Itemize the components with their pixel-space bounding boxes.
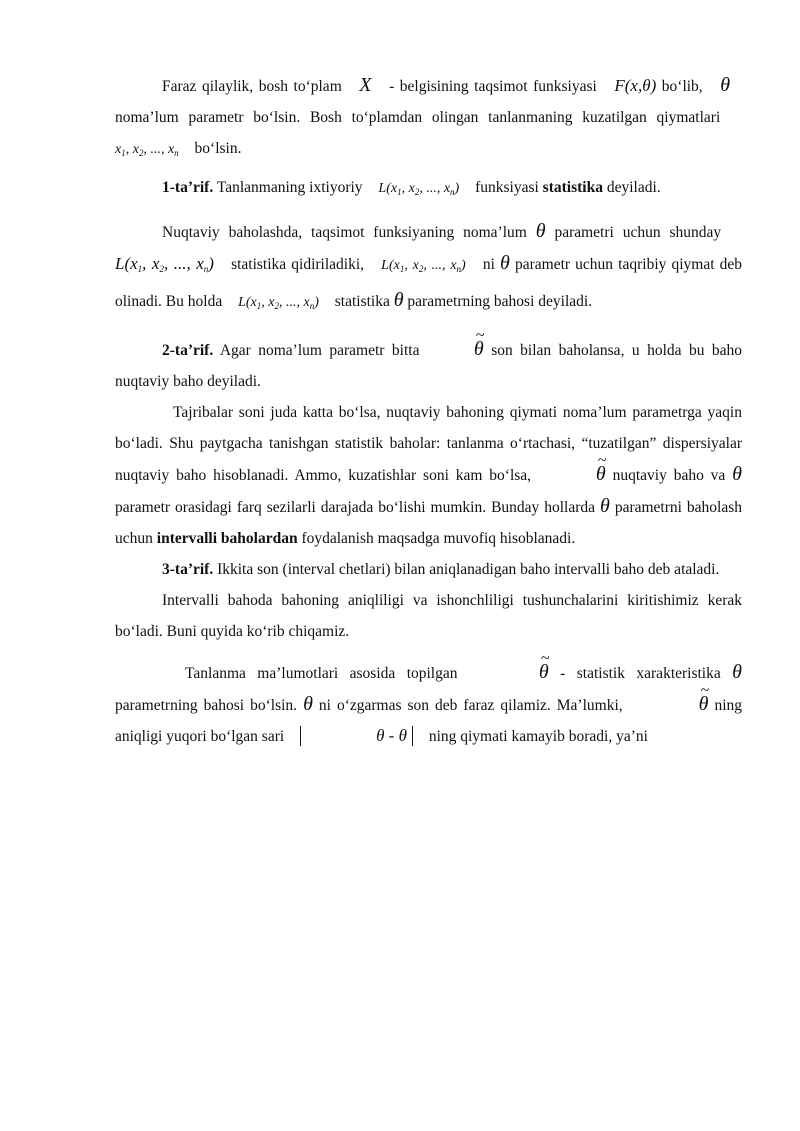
paragraph-7 bbox=[115, 585, 742, 647]
math-abs-difference: θ - θ bbox=[300, 726, 413, 746]
text: ni o‘zgarmas son deb faraz qilamiz. Ma’lumki, bbox=[318, 697, 623, 714]
text: bo‘lsin. bbox=[194, 140, 242, 157]
math-L-statistic: $L(x_1$, $x_2$, ..., $x_n$) bbox=[238, 295, 319, 311]
text: statistika qidiriladiki, bbox=[231, 256, 365, 273]
math-X: X bbox=[359, 74, 372, 96]
term-statistika: statistika bbox=[542, 179, 603, 196]
text: parametr orasidagi farq sezilarli darajada bo‘lishi mumkin. Bunday hollarda bbox=[115, 499, 596, 516]
math-theta-tilde: ~ θ bbox=[469, 657, 549, 688]
text: parametrning bahosi bo‘lsin. bbox=[115, 697, 298, 714]
definition-1-heading: 1-ta’rif. bbox=[162, 179, 214, 196]
math-F-x-theta: F(x,θ) bbox=[614, 76, 657, 95]
text: Faraz qilaylik, bosh to‘plam bbox=[162, 78, 342, 95]
math-theta-tilde: ~ θ bbox=[629, 689, 709, 720]
paragraph-1 bbox=[115, 70, 742, 169]
math-L-statistic: $L(x_1$, $x_2$, ..., $x_n$) bbox=[378, 181, 460, 197]
math-L-statistic: $L(x_1$, $x_2$, ..., $x_n$) bbox=[115, 254, 214, 274]
text: ni bbox=[482, 256, 495, 273]
text: nuqtaviy baho va bbox=[612, 467, 726, 484]
text: statistika bbox=[334, 293, 390, 310]
text: Tanlanmaning ixtiyoriy bbox=[216, 179, 363, 196]
text: son bilan baholansa, u holda bu baho nuqtaviy baho deyiladi. bbox=[115, 342, 743, 390]
paragraph-3 bbox=[115, 216, 742, 322]
paragraph-5 bbox=[115, 397, 742, 554]
text: bo‘lib, bbox=[661, 78, 703, 95]
text: Tajribalar soni juda katta bo‘lsa, nuqtaviy bahoning qiymati noma’lum parametrga yaqin bo‘ladi. Shu paytgacha tanishgan statistik baholar: tanlanma o‘rtachasi, “tuzatilgan” dispersiyalar nuqtaviy baho hisoblanadi. Ammo, kuzatishlar soni kam bo‘lsa, bbox=[115, 404, 742, 484]
text: - statistik xarakteristika bbox=[560, 665, 721, 682]
math-sample-values: $x_1$, $x_2$, ..., $x_n$ bbox=[115, 142, 179, 158]
math-theta: θ bbox=[500, 252, 510, 274]
math-theta: θ bbox=[535, 220, 546, 242]
math-theta: θ bbox=[303, 693, 313, 715]
text: - belgisining taqsimot funksiyasi bbox=[389, 78, 597, 95]
text: Agar noma’lum parametr bitta bbox=[219, 342, 420, 359]
text: parametrning bahosi deyiladi. bbox=[407, 293, 593, 310]
definition-3-heading: 3-ta’rif. bbox=[162, 561, 214, 578]
math-theta: θ bbox=[720, 74, 731, 96]
math-theta-tilde: ~ θ bbox=[538, 459, 606, 490]
math-theta: θ bbox=[732, 661, 742, 683]
math-theta-tilde: ~ θ bbox=[427, 334, 484, 365]
paragraph-6 bbox=[115, 554, 742, 585]
paragraph-2 bbox=[115, 172, 742, 208]
text: ning aniqligi yuqori bo‘lgan sari bbox=[115, 697, 743, 745]
paragraph-8 bbox=[115, 657, 742, 752]
math-theta: θ bbox=[600, 495, 610, 517]
text: Nuqtaviy baholashda, taqsimot funksiyaning noma’lum bbox=[162, 224, 527, 241]
definition-2-heading: 2-ta’rif. bbox=[162, 342, 214, 359]
math-L-statistic: $L(x_1$, $x_2$, ..., $x_n$) bbox=[381, 258, 466, 274]
paragraph-4 bbox=[115, 334, 742, 397]
text: deyiladi. bbox=[606, 179, 661, 196]
text: funksiyasi bbox=[475, 179, 539, 196]
math-theta: θ bbox=[393, 289, 404, 311]
math-theta: θ bbox=[732, 463, 742, 485]
text: parametrni baholash uchun bbox=[115, 499, 743, 547]
text: foydalanish maqsadga muvofiq hisoblanadi. bbox=[301, 530, 576, 547]
text: parametr uchun taqribiy qiymat deb olinadi. Bu holda bbox=[115, 256, 743, 310]
text: Ikkita son (interval chetlari) bilan aniqlanadigan baho intervalli baho deb ataladi. bbox=[217, 561, 720, 578]
term-intervalli-baholardan: intervalli baholardan bbox=[156, 530, 298, 547]
text: ning qiymati kamayib boradi, ya’ni bbox=[428, 728, 648, 745]
text: noma’lum parametr bo‘lsin. Bosh to‘plamdan olingan tanlanmaning kuzatilgan qiymatlari bbox=[115, 109, 721, 126]
text: Intervalli bahoda bahoning aniqliligi va ishonchliligi tushunchalarini kiritishimiz kerak bo‘ladi. Buni quyida ko‘rib chiqamiz. bbox=[115, 592, 742, 640]
text: parametri uchun shunday bbox=[554, 224, 722, 241]
text: Tanlanma ma’lumotlari asosida topilgan bbox=[185, 665, 458, 682]
